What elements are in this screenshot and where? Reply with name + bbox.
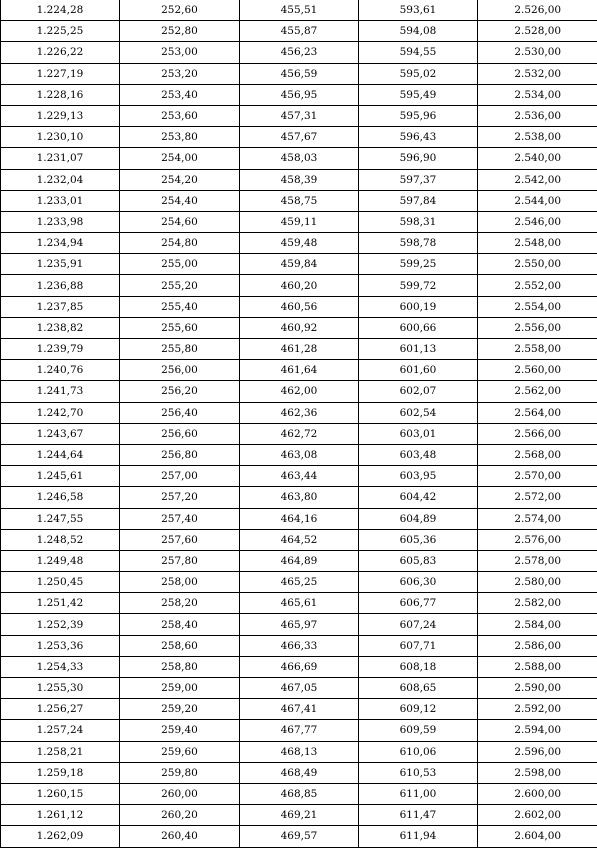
table-cell: 259,60 — [120, 741, 240, 762]
table-cell: 2.574,00 — [478, 508, 597, 529]
table-cell: 456,95 — [240, 84, 359, 105]
table-cell: 605,36 — [359, 529, 478, 550]
table-cell: 1.255,30 — [1, 678, 120, 699]
table-cell: 462,72 — [240, 423, 359, 444]
table-row — [1, 550, 597, 571]
table-cell: 254,80 — [120, 233, 240, 254]
table-cell: 604,42 — [359, 487, 478, 508]
table-cell: 611,00 — [359, 783, 478, 804]
table-cell: 254,20 — [120, 169, 240, 190]
table-cell: 1.232,04 — [1, 169, 120, 190]
table-cell: 2.550,00 — [478, 254, 597, 275]
table-cell: 602,54 — [359, 402, 478, 423]
table-row — [1, 275, 597, 296]
table-cell: 257,80 — [120, 550, 240, 571]
table-cell: 599,25 — [359, 254, 478, 275]
table-cell: 255,20 — [120, 275, 240, 296]
table-row — [1, 296, 597, 317]
table-cell: 1.224,28 — [1, 0, 120, 21]
table-cell: 1.229,13 — [1, 105, 120, 126]
table-cell: 257,00 — [120, 466, 240, 487]
table-row — [1, 783, 597, 804]
table-body — [1, 0, 597, 847]
table-row — [1, 762, 597, 783]
table-cell: 256,00 — [120, 360, 240, 381]
table-cell: 2.560,00 — [478, 360, 597, 381]
table-cell: 598,78 — [359, 233, 478, 254]
table-cell: 594,55 — [359, 42, 478, 63]
table-cell: 1.236,88 — [1, 275, 120, 296]
table-cell: 2.570,00 — [478, 466, 597, 487]
table-cell: 596,90 — [359, 148, 478, 169]
table-cell: 609,12 — [359, 699, 478, 720]
table-cell: 600,19 — [359, 296, 478, 317]
table-cell: 458,75 — [240, 190, 359, 211]
table-cell: 598,31 — [359, 211, 478, 232]
table-cell: 1.247,55 — [1, 508, 120, 529]
table-cell: 1.249,48 — [1, 550, 120, 571]
table-cell: 260,20 — [120, 805, 240, 826]
table-cell: 463,44 — [240, 466, 359, 487]
table-cell: 603,01 — [359, 423, 478, 444]
table-cell: 2.588,00 — [478, 656, 597, 677]
table-cell: 2.536,00 — [478, 105, 597, 126]
table-cell: 1.225,25 — [1, 21, 120, 42]
table-cell: 2.580,00 — [478, 572, 597, 593]
table-cell: 2.586,00 — [478, 635, 597, 656]
table-cell: 1.233,98 — [1, 211, 120, 232]
table-cell: 467,77 — [240, 720, 359, 741]
table-row — [1, 233, 597, 254]
table-cell: 467,05 — [240, 678, 359, 699]
table-cell: 2.564,00 — [478, 402, 597, 423]
table-cell: 468,49 — [240, 762, 359, 783]
table-cell: 607,24 — [359, 614, 478, 635]
table-cell: 2.542,00 — [478, 169, 597, 190]
table-cell: 457,67 — [240, 127, 359, 148]
table-cell: 608,18 — [359, 656, 478, 677]
table-cell: 455,87 — [240, 21, 359, 42]
table-cell: 465,25 — [240, 572, 359, 593]
table-cell: 1.248,52 — [1, 529, 120, 550]
table-cell: 1.240,76 — [1, 360, 120, 381]
table-row — [1, 42, 597, 63]
table-cell: 259,40 — [120, 720, 240, 741]
table-cell: 1.234,94 — [1, 233, 120, 254]
table-cell: 1.242,70 — [1, 402, 120, 423]
table-cell: 2.544,00 — [478, 190, 597, 211]
table-cell: 466,69 — [240, 656, 359, 677]
table-row — [1, 21, 597, 42]
table-cell: 611,47 — [359, 805, 478, 826]
table-cell: 2.576,00 — [478, 529, 597, 550]
table-cell: 2.552,00 — [478, 275, 597, 296]
table-cell: 2.528,00 — [478, 21, 597, 42]
table-cell: 468,85 — [240, 783, 359, 804]
table-cell: 1.252,39 — [1, 614, 120, 635]
table-cell: 457,31 — [240, 105, 359, 126]
table-cell: 258,60 — [120, 635, 240, 656]
table-cell: 460,92 — [240, 317, 359, 338]
table-cell: 2.532,00 — [478, 63, 597, 84]
table-row — [1, 699, 597, 720]
table-cell: 1.253,36 — [1, 635, 120, 656]
table-row — [1, 169, 597, 190]
table-cell: 256,20 — [120, 381, 240, 402]
table-cell: 601,60 — [359, 360, 478, 381]
table-row — [1, 487, 597, 508]
table-row — [1, 148, 597, 169]
table-row — [1, 317, 597, 338]
table-cell: 258,40 — [120, 614, 240, 635]
table-cell: 593,61 — [359, 0, 478, 21]
table-cell: 611,94 — [359, 826, 478, 847]
table-cell: 609,59 — [359, 720, 478, 741]
table-cell: 259,20 — [120, 699, 240, 720]
table-row — [1, 826, 597, 847]
table-cell: 467,41 — [240, 699, 359, 720]
table-cell: 604,89 — [359, 508, 478, 529]
table-cell: 2.534,00 — [478, 84, 597, 105]
table-cell: 1.228,16 — [1, 84, 120, 105]
table-cell: 255,60 — [120, 317, 240, 338]
table-cell: 608,65 — [359, 678, 478, 699]
table-cell: 2.592,00 — [478, 699, 597, 720]
table-cell: 258,00 — [120, 572, 240, 593]
table-cell: 1.259,18 — [1, 762, 120, 783]
table-row — [1, 254, 597, 275]
table-cell: 465,97 — [240, 614, 359, 635]
table-cell: 258,80 — [120, 656, 240, 677]
table-row — [1, 402, 597, 423]
table-row — [1, 381, 597, 402]
table-row — [1, 678, 597, 699]
table-cell: 252,80 — [120, 21, 240, 42]
table-cell: 600,66 — [359, 317, 478, 338]
table-row — [1, 0, 597, 21]
table-row — [1, 529, 597, 550]
table-row — [1, 805, 597, 826]
table-cell: 594,08 — [359, 21, 478, 42]
table-row — [1, 508, 597, 529]
table-cell: 1.231,07 — [1, 148, 120, 169]
table-cell: 458,39 — [240, 169, 359, 190]
table-cell: 260,40 — [120, 826, 240, 847]
table-cell: 607,71 — [359, 635, 478, 656]
table-row — [1, 190, 597, 211]
table-row — [1, 105, 597, 126]
table-cell: 460,56 — [240, 296, 359, 317]
table-cell: 603,48 — [359, 444, 478, 465]
table-cell: 459,48 — [240, 233, 359, 254]
table-cell: 606,30 — [359, 572, 478, 593]
table-cell: 2.598,00 — [478, 762, 597, 783]
table-cell: 610,06 — [359, 741, 478, 762]
table-cell: 2.582,00 — [478, 593, 597, 614]
table-cell: 252,60 — [120, 0, 240, 21]
table-row — [1, 741, 597, 762]
table-cell: 458,03 — [240, 148, 359, 169]
table-cell: 597,84 — [359, 190, 478, 211]
table-cell: 606,77 — [359, 593, 478, 614]
table-cell: 2.578,00 — [478, 550, 597, 571]
table-cell: 2.562,00 — [478, 381, 597, 402]
table-row — [1, 656, 597, 677]
table-cell: 463,08 — [240, 444, 359, 465]
table-row — [1, 466, 597, 487]
table-cell: 253,20 — [120, 63, 240, 84]
table-cell: 462,36 — [240, 402, 359, 423]
table-cell: 603,95 — [359, 466, 478, 487]
table-row — [1, 127, 597, 148]
table-cell: 1.243,67 — [1, 423, 120, 444]
table-cell: 469,57 — [240, 826, 359, 847]
table-cell: 1.246,58 — [1, 487, 120, 508]
table-cell: 602,07 — [359, 381, 478, 402]
table-cell: 254,40 — [120, 190, 240, 211]
table-cell: 2.584,00 — [478, 614, 597, 635]
table-cell: 1.262,09 — [1, 826, 120, 847]
table-cell: 2.530,00 — [478, 42, 597, 63]
table-cell: 1.251,42 — [1, 593, 120, 614]
table-cell: 605,83 — [359, 550, 478, 571]
table-cell: 2.600,00 — [478, 783, 597, 804]
table-cell: 461,28 — [240, 339, 359, 360]
table-cell: 463,80 — [240, 487, 359, 508]
table-cell: 464,89 — [240, 550, 359, 571]
table-cell: 2.546,00 — [478, 211, 597, 232]
table-row — [1, 444, 597, 465]
table-cell: 466,33 — [240, 635, 359, 656]
table-cell: 596,43 — [359, 127, 478, 148]
table-cell: 255,80 — [120, 339, 240, 360]
table-cell: 2.594,00 — [478, 720, 597, 741]
table-cell: 465,61 — [240, 593, 359, 614]
table-cell: 2.590,00 — [478, 678, 597, 699]
table-cell: 256,80 — [120, 444, 240, 465]
table-cell: 601,13 — [359, 339, 478, 360]
table-cell: 595,02 — [359, 63, 478, 84]
table-row — [1, 423, 597, 444]
table-row — [1, 572, 597, 593]
table-cell: 455,51 — [240, 0, 359, 21]
table-cell: 1.245,61 — [1, 466, 120, 487]
table-cell: 1.244,64 — [1, 444, 120, 465]
table-cell: 254,00 — [120, 148, 240, 169]
table-row — [1, 635, 597, 656]
table-cell: 1.256,27 — [1, 699, 120, 720]
table-cell: 1.239,79 — [1, 339, 120, 360]
table-cell: 259,00 — [120, 678, 240, 699]
table-cell: 597,37 — [359, 169, 478, 190]
table-cell: 2.566,00 — [478, 423, 597, 444]
table-cell: 2.556,00 — [478, 317, 597, 338]
table-cell: 610,53 — [359, 762, 478, 783]
table-row — [1, 211, 597, 232]
table-cell: 1.260,15 — [1, 783, 120, 804]
table-cell: 254,60 — [120, 211, 240, 232]
table-cell: 595,96 — [359, 105, 478, 126]
table-cell: 2.526,00 — [478, 0, 597, 21]
table-cell: 255,40 — [120, 296, 240, 317]
table-cell: 255,00 — [120, 254, 240, 275]
table-cell: 260,00 — [120, 783, 240, 804]
table-cell: 256,60 — [120, 423, 240, 444]
table-cell: 459,84 — [240, 254, 359, 275]
table-cell: 253,60 — [120, 105, 240, 126]
table-row — [1, 339, 597, 360]
table-row — [1, 360, 597, 381]
table-cell: 257,40 — [120, 508, 240, 529]
table-cell: 2.572,00 — [478, 487, 597, 508]
table-cell: 464,52 — [240, 529, 359, 550]
table-row — [1, 63, 597, 84]
table-row — [1, 84, 597, 105]
table-cell: 253,80 — [120, 127, 240, 148]
table-cell: 2.548,00 — [478, 233, 597, 254]
table-cell: 461,64 — [240, 360, 359, 381]
table-cell: 464,16 — [240, 508, 359, 529]
table-cell: 2.558,00 — [478, 339, 597, 360]
table-cell: 595,49 — [359, 84, 478, 105]
table-cell: 253,00 — [120, 42, 240, 63]
table-cell: 1.230,10 — [1, 127, 120, 148]
table-cell: 257,20 — [120, 487, 240, 508]
table-cell: 1.238,82 — [1, 317, 120, 338]
table-cell: 259,80 — [120, 762, 240, 783]
table-cell: 2.554,00 — [478, 296, 597, 317]
table-row — [1, 614, 597, 635]
table-cell: 1.254,33 — [1, 656, 120, 677]
table-cell: 1.233,01 — [1, 190, 120, 211]
table-cell: 2.604,00 — [478, 826, 597, 847]
table-cell: 257,60 — [120, 529, 240, 550]
table-row — [1, 593, 597, 614]
table-cell: 1.227,19 — [1, 63, 120, 84]
table-cell: 2.596,00 — [478, 741, 597, 762]
table-cell: 1.237,85 — [1, 296, 120, 317]
table-row — [1, 720, 597, 741]
table-cell: 460,20 — [240, 275, 359, 296]
table-cell: 256,40 — [120, 402, 240, 423]
table-cell: 459,11 — [240, 211, 359, 232]
table-cell: 469,21 — [240, 805, 359, 826]
table-cell: 1.258,21 — [1, 741, 120, 762]
table-cell: 1.250,45 — [1, 572, 120, 593]
table-cell: 2.602,00 — [478, 805, 597, 826]
table-cell: 2.568,00 — [478, 444, 597, 465]
table-cell: 462,00 — [240, 381, 359, 402]
table-cell: 456,23 — [240, 42, 359, 63]
table-cell: 1.257,24 — [1, 720, 120, 741]
table-cell: 253,40 — [120, 84, 240, 105]
table-cell: 2.540,00 — [478, 148, 597, 169]
table-cell: 456,59 — [240, 63, 359, 84]
table-cell: 1.261,12 — [1, 805, 120, 826]
table-cell: 1.235,91 — [1, 254, 120, 275]
table-cell: 1.226,22 — [1, 42, 120, 63]
table-cell: 1.241,73 — [1, 381, 120, 402]
table-cell: 258,20 — [120, 593, 240, 614]
table-cell: 468,13 — [240, 741, 359, 762]
table-cell: 2.538,00 — [478, 127, 597, 148]
table-cell: 599,72 — [359, 275, 478, 296]
